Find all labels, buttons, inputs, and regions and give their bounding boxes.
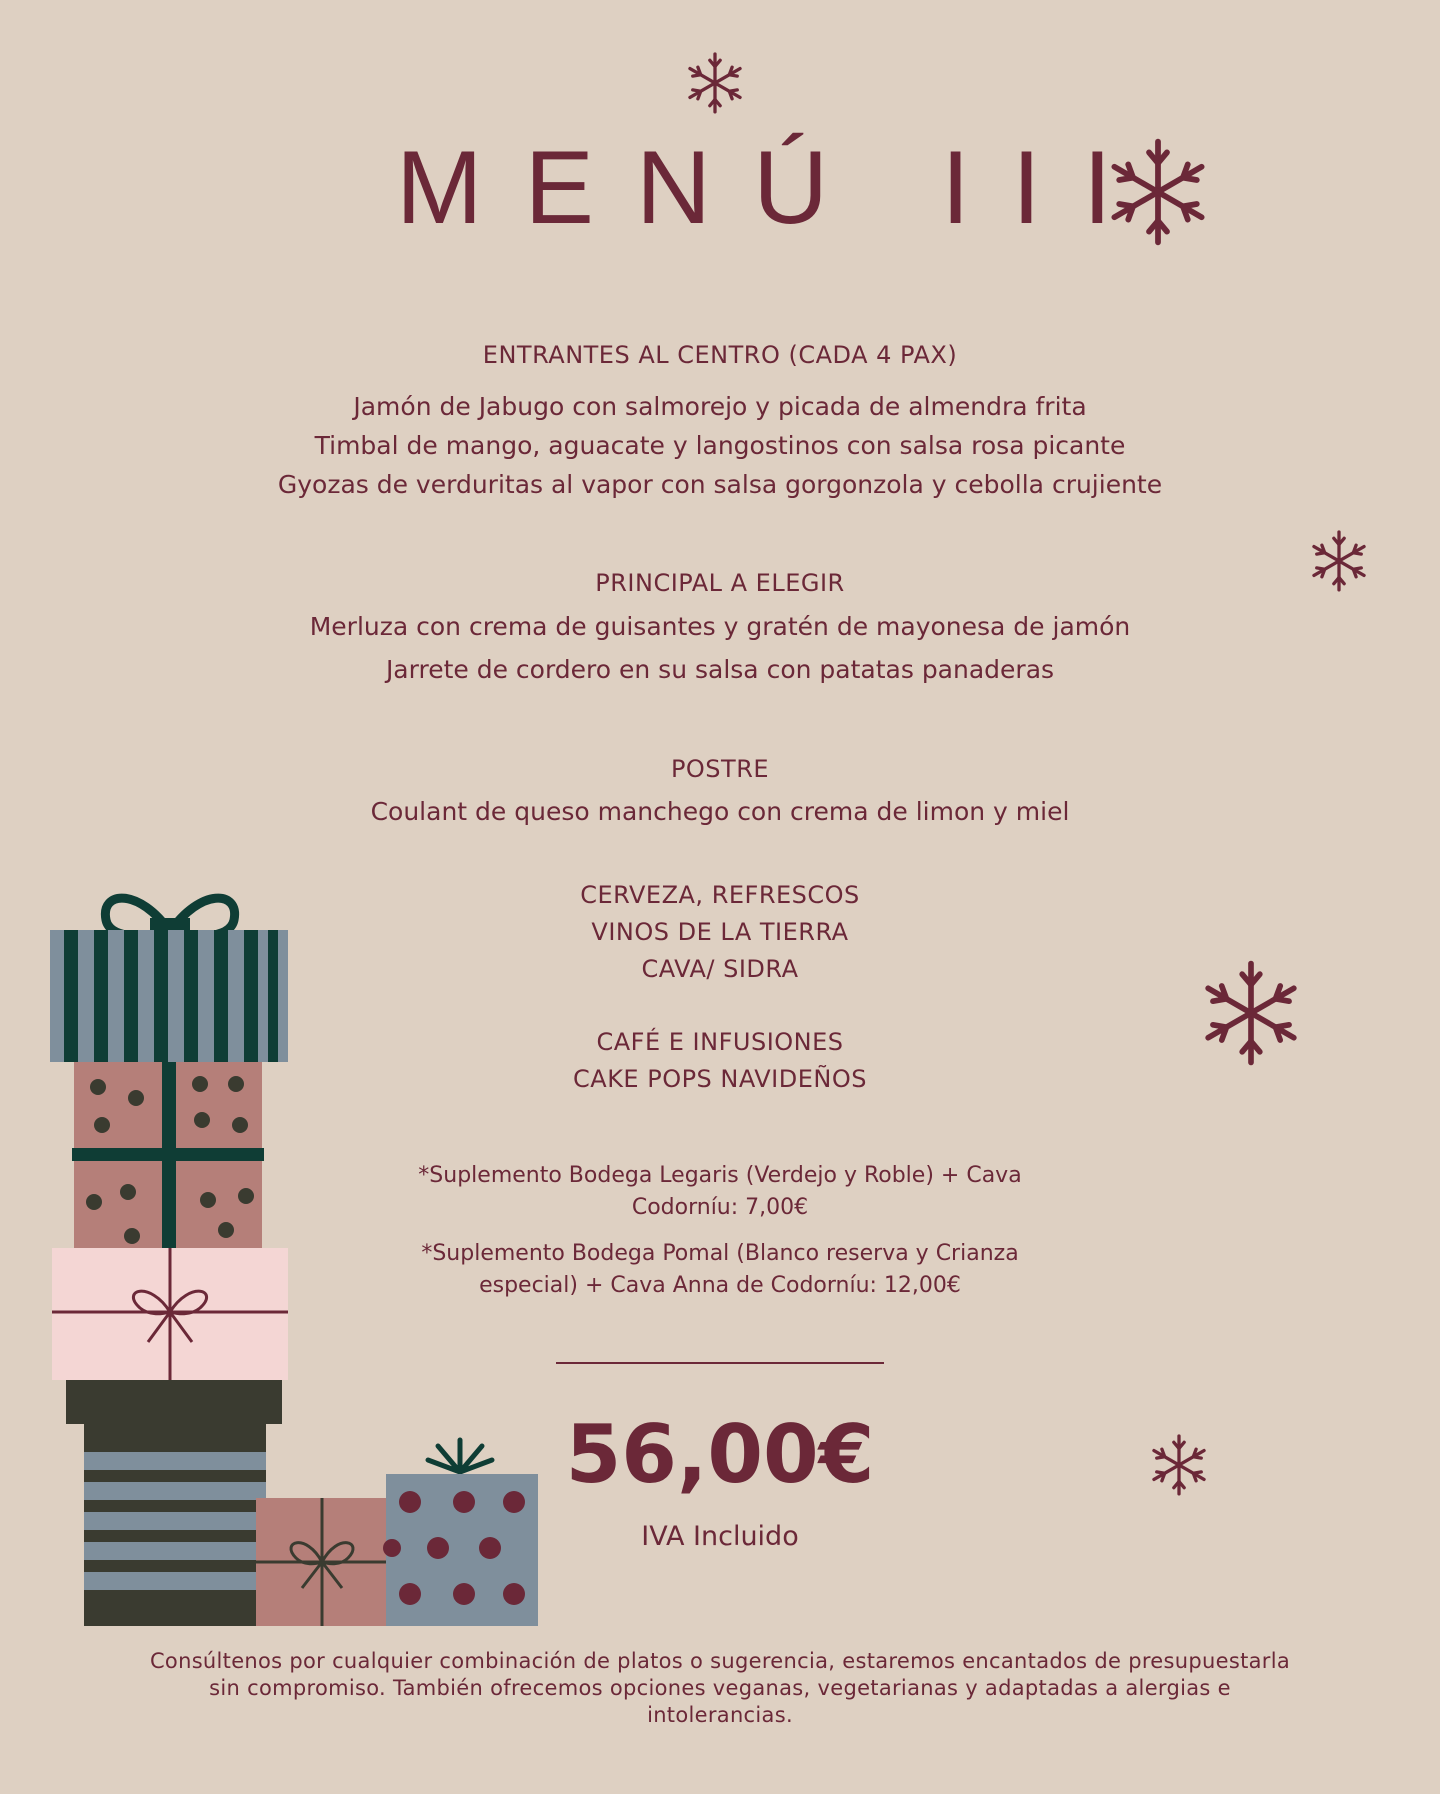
snowflake-icon xyxy=(684,52,746,114)
footer-line: intolerancias. xyxy=(647,1703,793,1727)
dish-item: Merluza con crema de guisantes y gratén de mayonesa de jamón xyxy=(309,612,1131,641)
footer-line: sin compromiso. También ofrecemos opciones veganas, vegetarianas y adaptadas a alergias e xyxy=(209,1676,1231,1700)
snowflake-icon xyxy=(1148,1434,1210,1496)
footer-line: Consúltenos por cualquier combinación de platos o sugerencia, estaremos encantados de presupuestarla xyxy=(149,1649,1291,1673)
supplement-line: *Suplemento Bodega Legaris (Verdejo y Roble) + Cava xyxy=(418,1163,1022,1188)
drinks-line: VINOS DE LA TIERRA xyxy=(591,918,849,946)
price-note: IVA Incluido xyxy=(641,1521,799,1552)
drinks-line: CAVA/ SIDRA xyxy=(641,955,799,983)
gift-box-flowers xyxy=(383,1440,538,1626)
gift-stack-illustration xyxy=(40,880,550,1630)
gift-box-olive xyxy=(66,1380,282,1626)
drinks-line: CERVEZA, REFRESCOS xyxy=(580,881,860,909)
coffee-line: CAKE POPS NAVIDEÑOS xyxy=(573,1065,867,1093)
dish-item: Coulant de queso manchego con crema de limon y miel xyxy=(370,797,1070,826)
gift-box-small-rose xyxy=(256,1498,388,1626)
gift-box-pink xyxy=(52,1248,288,1380)
section-heading-principal: PRINCIPAL A ELEGIR xyxy=(595,569,845,597)
menu-title: MENÚ III xyxy=(396,130,1154,246)
dish-item: Jarrete de cordero en su salsa con patatas panaderas xyxy=(385,655,1055,684)
section-heading-entrantes: ENTRANTES AL CENTRO (CADA 4 PAX) xyxy=(482,341,958,369)
dish-item: Timbal de mango, aguacate y langostinos con salsa rosa picante xyxy=(314,431,1126,460)
supplement-line: especial) + Cava Anna de Codorníu: 12,00€ xyxy=(479,1273,961,1298)
section-heading-postre: POSTRE xyxy=(670,755,770,783)
supplement-line: *Suplemento Bodega Pomal (Blanco reserva y Crianza xyxy=(421,1241,1019,1266)
coffee-line: CAFÉ E INFUSIONES xyxy=(596,1028,844,1056)
gift-box-striped xyxy=(50,898,288,1062)
supplement-line: Codorníu: 7,00€ xyxy=(631,1195,809,1220)
price: 56,00€ xyxy=(565,1408,875,1501)
gift-box-dotted xyxy=(72,1062,264,1248)
dish-item: Gyozas de verduritas al vapor con salsa gorgonzola y cebolla crujiente xyxy=(277,470,1163,499)
divider xyxy=(556,1362,884,1364)
dish-item: Jamón de Jabugo con salmorejo y picada de almendra frita xyxy=(353,392,1087,421)
